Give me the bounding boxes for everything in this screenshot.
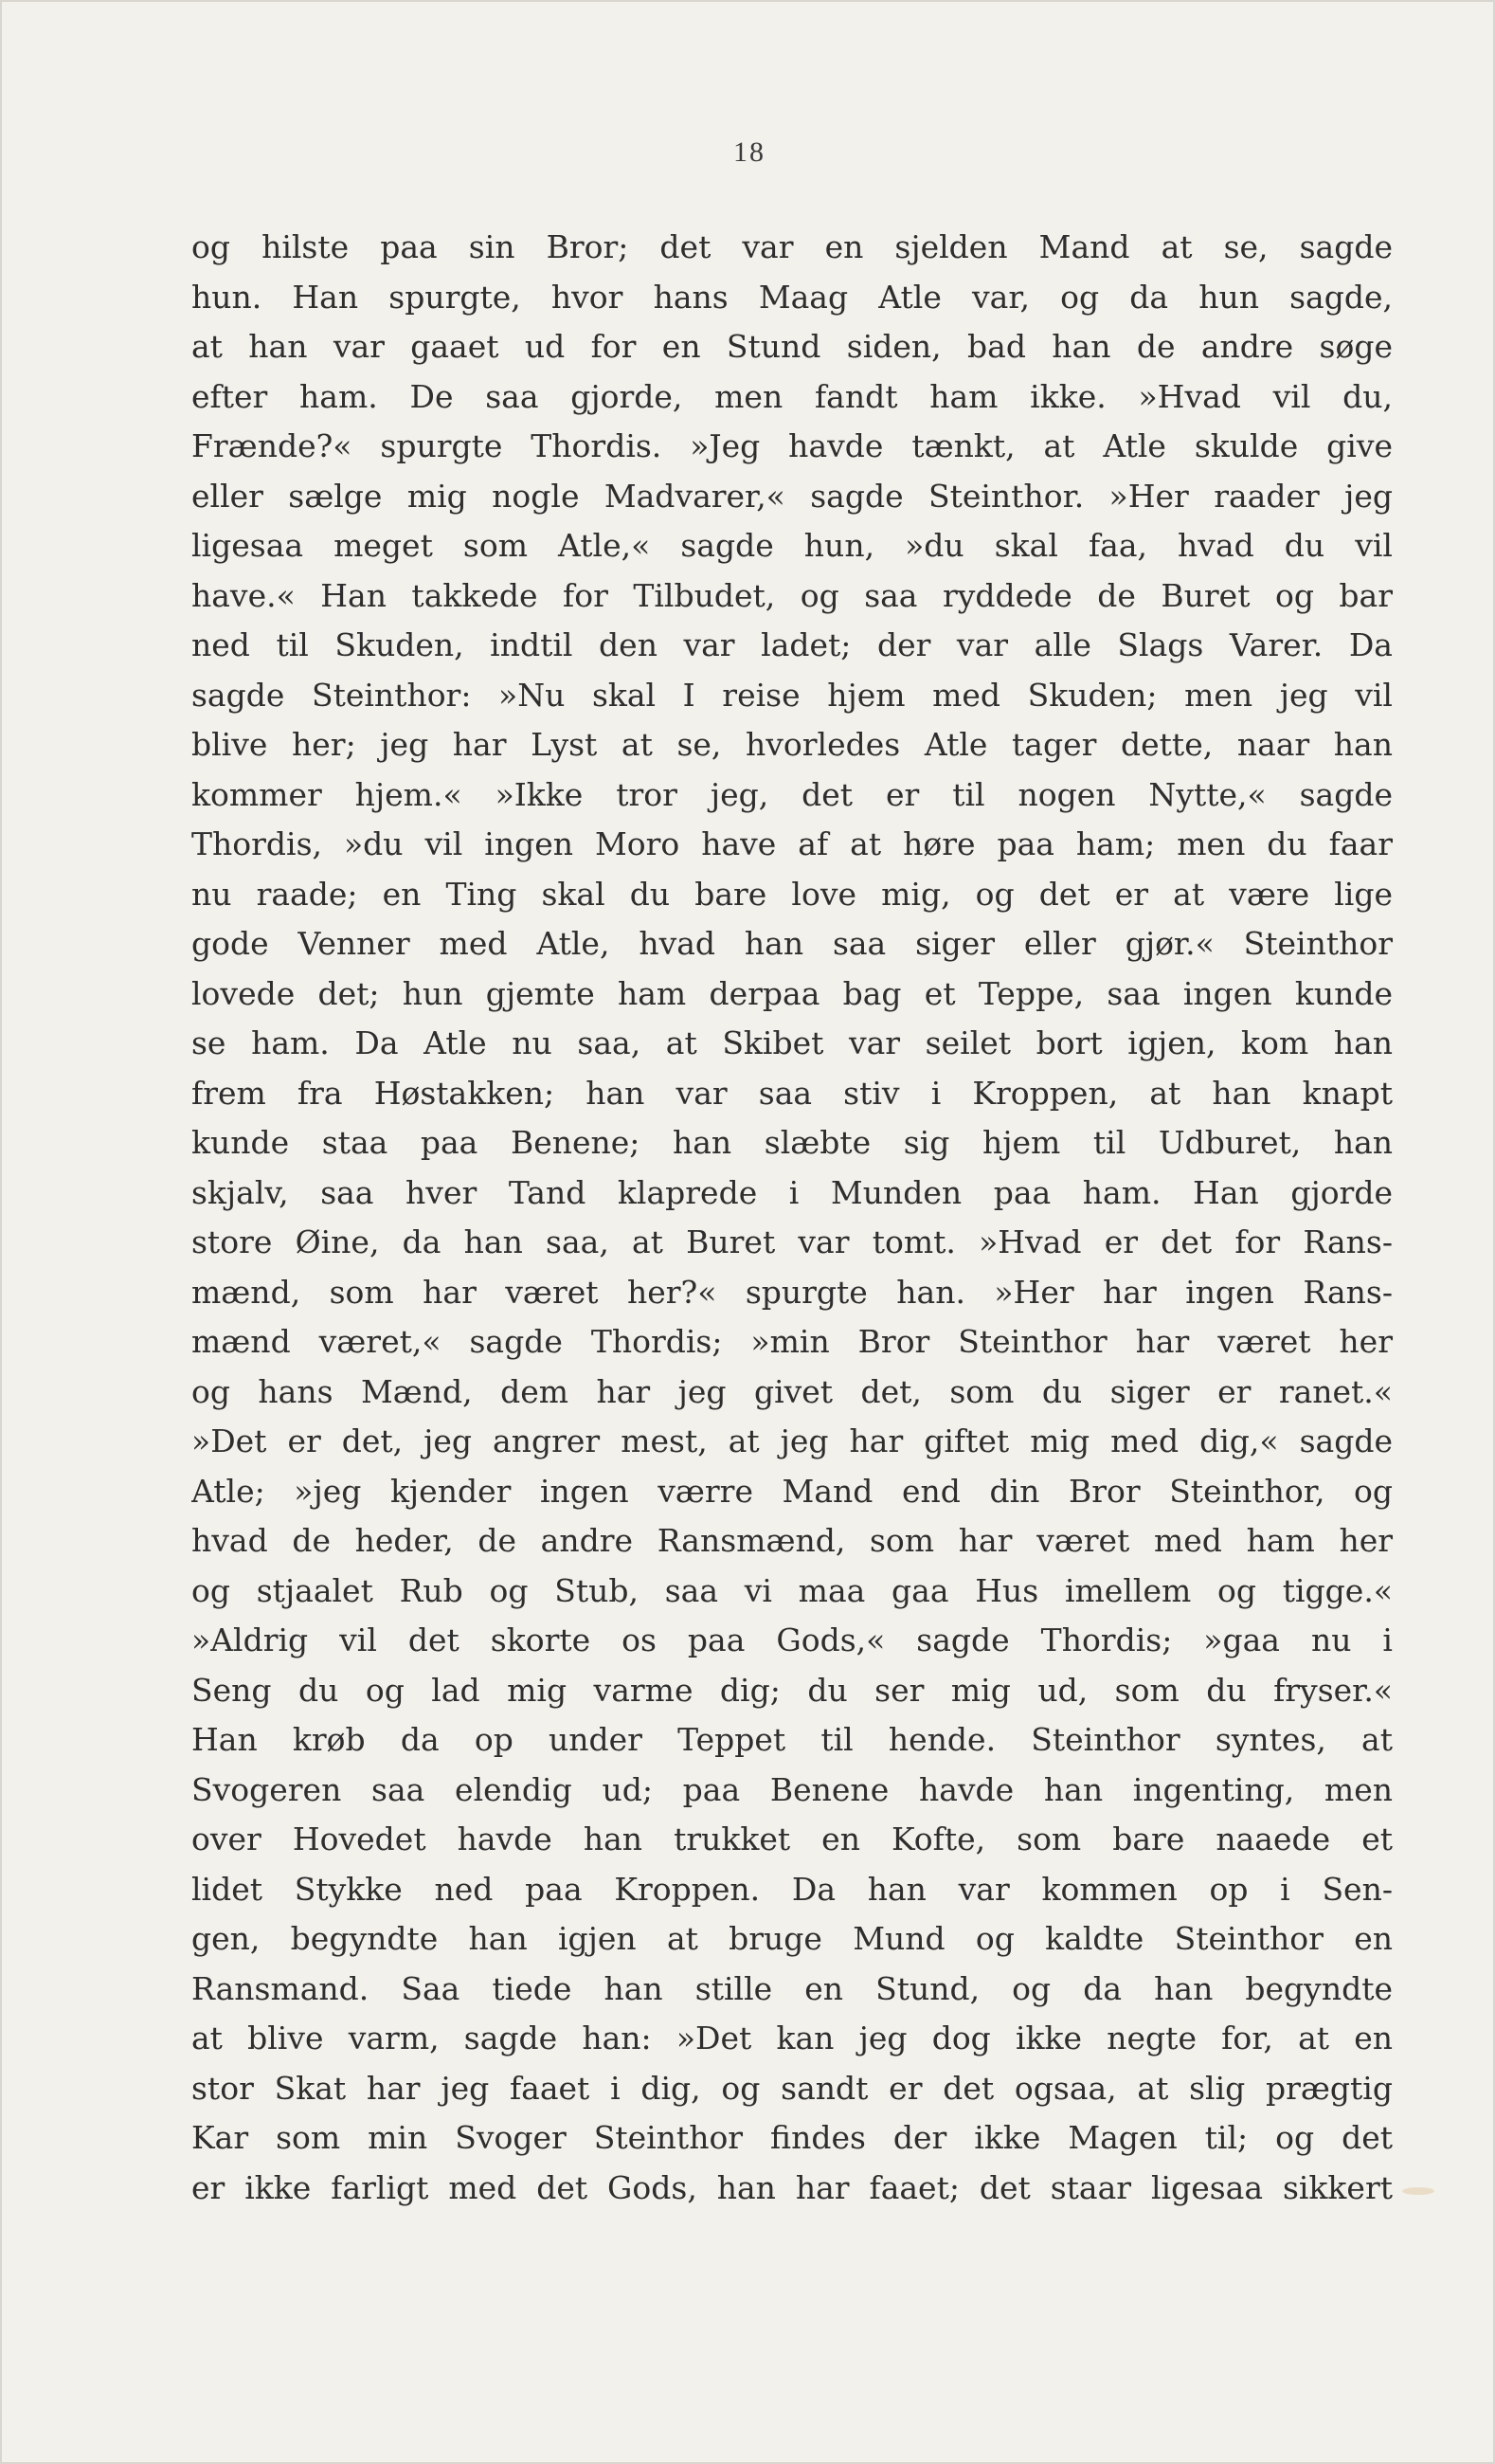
text-line: ned til Skuden, indtil den var ladet; der var alle Slags Varer. Da [191,626,1393,663]
text-line: og hilste paa sin Bror; det var en sjelden Mand at se, sagde [191,228,1393,265]
text-line: Svogeren saa elendig ud; paa Benene havde han ingenting, men [191,1770,1393,1808]
text-line: kunde staa paa Benene; han slæbte sig hjem til Udburet, han [191,1124,1393,1161]
text-line: Kar som min Svoger Steinthor findes der ikke Magen til; og det [191,2119,1393,2156]
text-line: lovede det; hun gjemte ham derpaa bag et Teppe, saa ingen kunde [191,974,1393,1012]
text-line: Thordis, »du vil ingen Moro have af at høre paa ham; men du faar [191,825,1393,862]
text-line: Atle; »jeg kjender ingen værre Mand end din Bror Steinthor, og [191,1472,1393,1510]
text-line: over Hovedet havde han trukket en Kofte, som bare naaede et [191,1821,1393,1857]
text-line: gode Venner med Atle, hvad han saa siger eller gjør.« Steinthor [191,925,1393,962]
text-line: store Øine, da han saa, at Buret var tomt. »Hvad er det for Rans- [191,1223,1393,1260]
text-line: »Aldrig vil det skorte os paa Gods,« sagde Thordis; »gaa nu i [191,1622,1393,1658]
text-line: Han krøb da op under Teppet til hende. Steinthor syntes, at [191,1721,1393,1758]
text-line: at blive varm, sagde han: »Det kan jeg dog ikke negte for, at en [191,2020,1393,2056]
text-line: »Det er det, jeg angrer mest, at jeg har giftet mig med dig,« sagde [191,1422,1393,1459]
text-line: lidet Stykke ned paa Kroppen. Da han var kommen op i Sen- [191,1870,1393,1908]
text-line: frem fra Høstakken; han var saa stiv i Kroppen, at han knapt [191,1074,1393,1112]
text-line: er ikke farligt med det Gods, han har faaet; det staar ligesaa sikkert [191,2168,1393,2206]
text-line: og hans Mænd, dem har jeg givet det, som du siger er ranet.« [191,1372,1393,1410]
text-line: kommer hjem.« »Ikke tror jeg, det er til nogen Nytte,« sagde [191,775,1393,813]
text-line: blive her; jeg har Lyst at se, hvorledes Atle tager dette, naar han [191,726,1393,763]
page-number: 18 [733,136,766,168]
text-line: Seng du og lad mig varme dig; du ser mig ud, som du fryser.« [191,1671,1393,1709]
text-line: ligesaa meget som Atle,« sagde hun, »du skal faa, hvad du vil [191,527,1393,564]
text-line: nu raade; en Ting skal du bare love mig, og det er at være lige [191,875,1393,913]
text-line: have.« Han takkede for Tilbudet, og saa ryddede de Buret og bar [191,576,1393,614]
paper-stain [1402,2187,1434,2195]
text-line: skjalv, saa hver Tand klaprede i Munden paa ham. Han gjorde [191,1173,1393,1211]
text-line: hvad de heder, de andre Ransmænd, som har været med ham her [191,1522,1393,1559]
text-line: sagde Steinthor: »Nu skal I reise hjem med Skuden; men jeg vil [191,676,1393,714]
text-line: stor Skat har jeg faaet i dig, og sandt er det ogsaa, at slig prægtig [191,2069,1393,2107]
text-line: hun. Han spurgte, hvor hans Maag Atle var, og da hun sagde, [191,278,1393,316]
text-line: mænd været,« sagde Thordis; »min Bror Steinthor har været her [191,1323,1393,1360]
text-line: se ham. Da Atle nu saa, at Skibet var seilet bort igjen, kom han [191,1024,1393,1061]
text-line: Frænde?« spurgte Thordis. »Jeg havde tænkt, at Atle skulde give [191,427,1393,464]
text-line: efter ham. De saa gjorde, men fandt ham ikke. »Hvad vil du, [191,377,1393,415]
text-line: eller sælge mig nogle Madvarer,« sagde Steinthor. »Her raader jeg [191,477,1393,515]
text-line: mænd, som har været her?« spurgte han. »Her har ingen Rans- [191,1273,1393,1311]
text-line: og stjaalet Rub og Stub, saa vi maa gaa Hus imellem og tigge.« [191,1571,1393,1609]
text-line: gen, begyndte han igjen at bruge Mund og kaldte Steinthor en [191,1920,1393,1957]
text-line: at han var gaaet ud for en Stund siden, bad han de andre søge [191,328,1393,365]
text-line: Ransmand. Saa tiede han stille en Stund, og da han begyndte [191,1969,1393,2007]
body-text [191,223,1393,2213]
